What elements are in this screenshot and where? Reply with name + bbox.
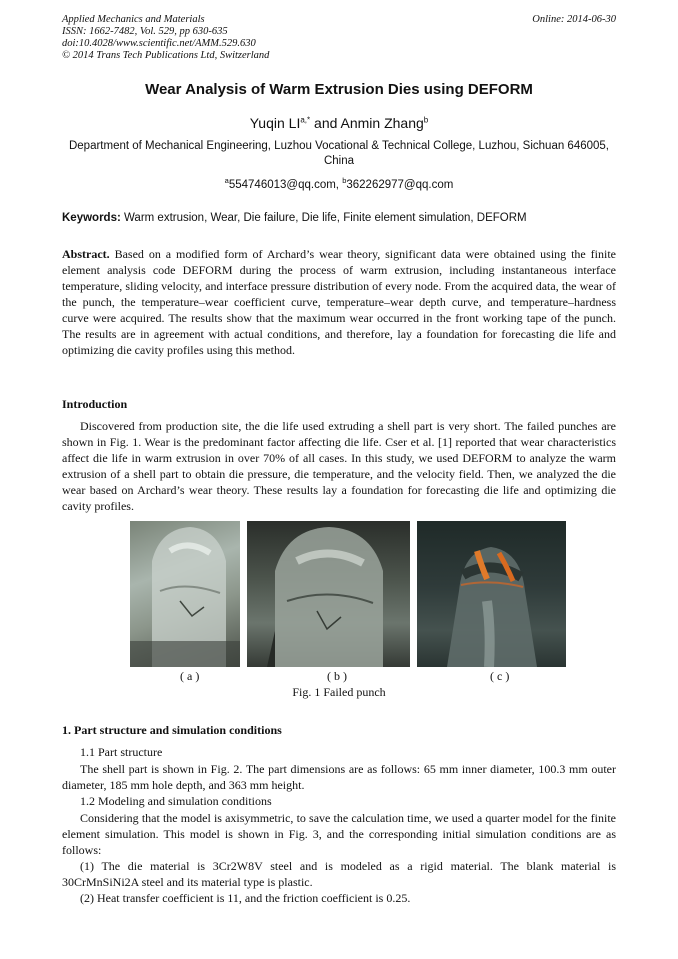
affiliation: Department of Mechanical Engineering, Luzhou Vocational & Technical College, Luzhou, Sichuan 646005, China xyxy=(68,140,609,167)
subsection-1-1-heading: 1.1 Part structure xyxy=(80,745,163,759)
figure-1c-photo xyxy=(417,521,566,667)
figure-1b-photo xyxy=(247,521,410,667)
author-1: Yuqin LI xyxy=(249,115,301,131)
figure-1a-label: ( a ) xyxy=(180,669,200,683)
paper-title: Wear Analysis of Warm Extrusion Dies using DEFORM xyxy=(145,81,533,98)
issn: ISSN: 1662-7482, Vol. 529, pp 630-635 xyxy=(62,26,228,37)
subsection-1-2-heading: 1.2 Modeling and simulation conditions xyxy=(80,794,272,808)
abstract xyxy=(62,246,616,358)
author-2-sup: b xyxy=(423,115,429,125)
abstract-label: Abstract. xyxy=(62,247,110,261)
figure-1c-drawing xyxy=(417,521,566,667)
keywords-label: Keywords: xyxy=(62,212,121,224)
keywords xyxy=(62,212,616,224)
keywords-text: Warm extrusion, Wear, Die failure, Die life, Finite element simulation, DEFORM xyxy=(120,212,527,224)
email-b-sup: b xyxy=(342,176,347,185)
journal-header xyxy=(62,14,269,62)
condition-item-1: (1) The die material is 3Cr2W8V steel and is modeled as a rigid material. The blank material is 30CrMnSiNi2A steel and its material type is plastic. xyxy=(62,859,616,889)
subsection-1-1-body: The shell part is shown in Fig. 2. The part dimensions are as follows: 65 mm inner diameter, 100.3 mm outer diameter, 185 mm hole depth, and 363 mm height. xyxy=(62,762,616,792)
author-and: and xyxy=(310,115,341,131)
figure-1c-label: ( c ) xyxy=(490,669,510,683)
abstract-text: Based on a modified form of Archard’s wear theory, significant data were obtained using the finite element analysis code DEFORM during the process of warm extrusion, including instantaneous interface temperature, sliding velocity, and interface pressure distribution of every node. From the acquired data, the wear of the punch, the temperature–wear coefficient curve, temperature–wear depth curve, and temperature–hardness curve were acquired. The results show that the maximum wear occurred in the front working tape of the punch. The results are in agreement with actual conditions, and therefore, lay a foundation for forecasting die life and optimizing die cavity profiles using this method. xyxy=(62,247,616,357)
doi: doi:10.4028/www.scientific.net/AMM.529.630 xyxy=(62,38,256,49)
email-a: 554746013@qq.com, xyxy=(228,178,343,191)
figure-1b-label: ( b ) xyxy=(327,669,347,683)
author-2: Anmin Zhang xyxy=(340,115,424,131)
online-date: Online: 2014-06-30 xyxy=(532,14,616,25)
figure-1a-drawing xyxy=(130,521,240,667)
condition-item-2: (2) Heat transfer coefficient is 11, and the friction coefficient is 0.25. xyxy=(80,891,411,905)
email-line xyxy=(62,176,616,191)
email-a-sup: a xyxy=(224,176,229,185)
email-b: 362262977@qq.com xyxy=(346,178,454,191)
figure-1b-drawing xyxy=(247,521,410,667)
figure-1a-photo xyxy=(130,521,240,667)
copyright: © 2014 Trans Tech Publications Ltd, Switzerland xyxy=(62,50,270,61)
figure-1-caption: Fig. 1 Failed punch xyxy=(292,685,386,699)
subsection-1-2-body: Considering that the model is axisymmetric, to save the calculation time, we used a quarter model for the finite element simulation. This model is shown in Fig. 3, and the corresponding initial simulation conditions are as follows: xyxy=(62,811,616,857)
introduction-body: Discovered from production site, the die life used extruding a shell part is very short. The failed punches are shown in Fig. 1. Wear is the predominant factor affecting die life. Cser et al. [1] reported that wear characteristics affect die life in warm extrusion in over 70% of all cases. In this study, we used DEFORM to analyze the warm extrusion of a shell part to obtain die pressure, die temperature, and the velocity field. Then, we analyzed the die wear based on Archard’s wear theory. These results lay a foundation for forecasting die life and optimizing die cavity profiles. xyxy=(62,419,616,513)
author-line xyxy=(62,115,616,131)
section-1-heading: 1. Part structure and simulation conditions xyxy=(62,723,282,737)
introduction-heading: Introduction xyxy=(62,397,128,411)
journal-name: Applied Mechanics and Materials xyxy=(62,14,205,25)
author-1-sup: a,* xyxy=(300,115,311,125)
